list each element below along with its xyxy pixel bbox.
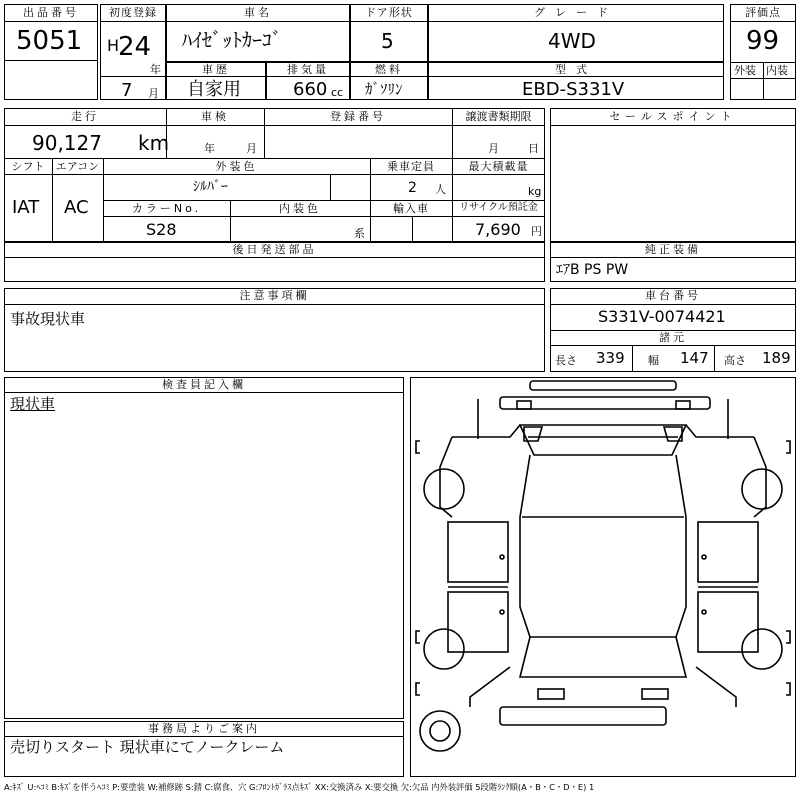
transfer-doc-month-unit: 月 bbox=[488, 142, 499, 155]
inspection-year-unit: 年 bbox=[204, 142, 215, 155]
interior-color-label: 内装色 bbox=[279, 202, 321, 215]
door-value: 5 bbox=[381, 29, 394, 53]
recycle-label: リサイクル預託金 bbox=[459, 202, 538, 213]
capacity-label: 乗車定員 bbox=[387, 160, 435, 173]
max-load-unit: kg bbox=[528, 185, 542, 198]
specs-width: 147 bbox=[680, 349, 709, 367]
specs-label: 諸元 bbox=[659, 331, 687, 344]
specs-height: 189 bbox=[762, 349, 791, 367]
door-label: ドア形状 bbox=[365, 6, 413, 19]
sales-point-label: セールスポイント bbox=[609, 110, 737, 123]
notes-label: 注意事項欄 bbox=[239, 289, 310, 302]
color-no-value: S28 bbox=[146, 220, 177, 239]
score-exterior-label: 外装 bbox=[734, 64, 756, 77]
score-value: 99 bbox=[746, 26, 780, 56]
office-value: 売切りスタート 現状車にてノークレーム bbox=[10, 738, 285, 756]
chassis-value: S331V-0074421 bbox=[598, 307, 726, 326]
shift-value: IAT bbox=[12, 197, 40, 218]
genuine-equipment-value: ｴｱB PS PW bbox=[556, 262, 629, 278]
mileage-label: 走行 bbox=[71, 110, 99, 123]
inspector-box bbox=[4, 377, 404, 719]
later-parts-label: 後日発送部品 bbox=[232, 243, 317, 256]
first-reg-month: 7 bbox=[121, 80, 133, 101]
genuine-equipment-label: 純正装備 bbox=[645, 243, 701, 256]
chassis-label: 車台番号 bbox=[645, 289, 701, 302]
mileage-value: 90,127 bbox=[32, 131, 102, 155]
car-name-label: 車名 bbox=[244, 6, 272, 19]
inspector-value: 現状車 bbox=[10, 395, 56, 413]
notes-value: 事故現状車 bbox=[10, 310, 86, 328]
first-reg-month-unit: 月 bbox=[148, 87, 159, 100]
inspection-label: 車検 bbox=[201, 110, 229, 123]
grade-value: 4WD bbox=[548, 29, 596, 53]
specs-width-label: 幅 bbox=[648, 354, 659, 367]
car-diagram bbox=[410, 377, 796, 777]
interior-color-unit: 系 bbox=[354, 227, 365, 240]
mileage-unit: km bbox=[138, 131, 170, 155]
score-interior-label: 内装 bbox=[766, 64, 788, 77]
score-label: 評価点 bbox=[745, 6, 781, 19]
grade-label: グレード bbox=[534, 6, 618, 19]
fuel-value: ｶﾞｿﾘﾝ bbox=[365, 80, 403, 98]
model-label: 型式 bbox=[555, 63, 597, 76]
shift-label: シフト bbox=[11, 160, 45, 173]
history-value: 自家用 bbox=[187, 79, 241, 100]
details-box bbox=[4, 108, 545, 242]
transfer-doc-day-unit: 日 bbox=[528, 142, 539, 155]
first-reg-year: 24 bbox=[118, 32, 152, 62]
specs-height-label: 高さ bbox=[724, 354, 746, 367]
ac-value: AC bbox=[64, 197, 89, 218]
first-reg-label: 初度登録 bbox=[109, 6, 157, 19]
recycle-value: 7,690 bbox=[475, 220, 521, 239]
color-no-label: カラーNo. bbox=[131, 202, 202, 215]
fuel-label: 燃料 bbox=[375, 63, 403, 76]
first-reg-year-unit: 年 bbox=[150, 63, 161, 76]
import-label: 輸入車 bbox=[393, 202, 429, 215]
office-label: 事務局よりご案内 bbox=[148, 722, 260, 735]
transfer-doc-label: 譲渡書類期限 bbox=[465, 110, 532, 123]
exterior-color-value: ｼﾙﾊﾞｰ bbox=[193, 179, 228, 195]
specs-length-label: 長さ bbox=[555, 354, 577, 367]
lot-label: 出品番号 bbox=[23, 6, 79, 19]
inspector-label: 検査員記入欄 bbox=[162, 378, 246, 391]
specs-length: 339 bbox=[596, 349, 625, 367]
capacity-value: 2 bbox=[408, 180, 417, 196]
first-reg-era: H bbox=[107, 36, 120, 55]
lot-number: 5051 bbox=[16, 26, 83, 56]
registration-label: 登録番号 bbox=[330, 110, 386, 123]
ac-label: エアコン bbox=[55, 160, 100, 173]
car-name: ﾊｲｾﾞｯﾄｶｰｺﾞ bbox=[182, 28, 282, 52]
sales-point-box bbox=[550, 108, 796, 242]
capacity-unit: 人 bbox=[435, 183, 446, 196]
displacement-label: 排気量 bbox=[287, 63, 329, 76]
model-value: EBD-S331V bbox=[522, 79, 625, 100]
recycle-unit: 円 bbox=[531, 225, 542, 238]
displacement-value: 660 bbox=[293, 79, 328, 100]
inspection-month-unit: 月 bbox=[246, 142, 257, 155]
history-label: 車歴 bbox=[202, 63, 230, 76]
displacement-unit: cc bbox=[331, 86, 344, 99]
max-load-label: 最大積載量 bbox=[468, 160, 529, 173]
legend: A:ｷｽﾞ U:ﾍｺﾐ B:ｷｽﾞを伴うﾍｺﾐ P:要塗装 W:補修跡 S:錆 C:腐食、穴 G:ﾌﾛﾝﾄｶﾞﾗｽ点ｷｽﾞ XX:交換済み X:要交換 欠:欠品 内外装評価 5段階ﾗﾝｸ順(A・B・C・D・E) 1 bbox=[4, 782, 595, 792]
exterior-color-label: 外装色 bbox=[215, 160, 258, 173]
